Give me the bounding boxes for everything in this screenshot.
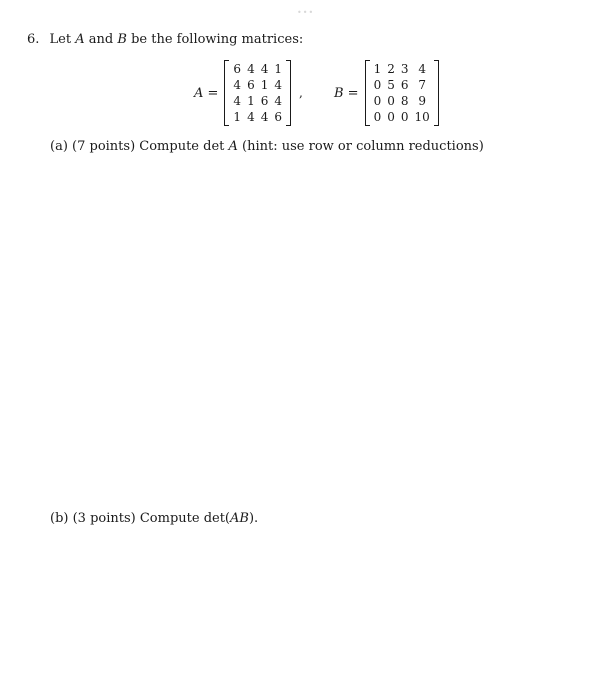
matrix-b — [365, 60, 439, 126]
matrix-b-table — [371, 61, 433, 125]
top-dots-icon: ••• — [297, 8, 315, 17]
matrix-cell: 4 — [260, 62, 269, 76]
matrix-cell: 0 — [373, 94, 382, 108]
matrix-cell: 0 — [373, 78, 382, 92]
matrix-cell: 6 — [274, 110, 282, 124]
matrix-cell: 6 — [260, 94, 269, 108]
matrix-row — [230, 93, 285, 109]
problem-statement — [27, 32, 303, 47]
var-a: A — [75, 32, 85, 47]
matrix-cell: 4 — [233, 78, 242, 92]
matrix-cell: 0 — [387, 110, 395, 124]
matrix-cell: 10 — [414, 110, 430, 124]
stem-and: and — [88, 32, 114, 47]
matrix-cell: 1 — [274, 62, 282, 76]
matrix-cell: 4 — [274, 78, 282, 92]
matrix-row — [371, 93, 433, 109]
matrix-b-label: B = — [334, 85, 359, 101]
matrix-cell: 1 — [260, 78, 269, 92]
matrix-cell: 0 — [400, 110, 409, 124]
matrix-cell: 9 — [418, 94, 426, 108]
var-b: B — [117, 32, 127, 47]
part-b — [50, 511, 258, 526]
problem-number: 6. — [27, 32, 40, 47]
matrix-a-group — [194, 60, 303, 126]
matrix-row — [371, 61, 433, 77]
matrix-a-comma: , — [298, 86, 303, 100]
matrix-cell: 5 — [387, 78, 395, 92]
matrix-cell: 4 — [233, 94, 242, 108]
matrix-cell: 0 — [387, 94, 395, 108]
part-a — [50, 139, 484, 154]
matrix-cell: 6 — [233, 62, 242, 76]
matrix-cell: 3 — [400, 62, 409, 76]
matrix-row — [230, 61, 285, 77]
matrix-a-table — [230, 61, 285, 125]
part-b-suffix: ). — [248, 511, 259, 526]
matrix-cell: 6 — [400, 78, 409, 92]
matrix-cell: 4 — [260, 110, 269, 124]
matrix-cell: 1 — [247, 94, 255, 108]
part-a-suffix: (hint: use row or column reductions) — [242, 139, 484, 154]
stem-rest: be the following matrices: — [131, 32, 304, 47]
matrix-cell: 8 — [400, 94, 409, 108]
stem-let: Let — [49, 32, 72, 47]
matrix-cell: 6 — [247, 78, 255, 92]
part-b-var: AB — [230, 511, 249, 526]
matrix-a — [224, 60, 291, 126]
part-a-var: A — [228, 139, 238, 154]
matrix-cell: 0 — [373, 110, 382, 124]
matrix-b-group — [334, 60, 439, 126]
matrix-cell: 1 — [233, 110, 242, 124]
matrix-cell: 4 — [247, 62, 255, 76]
matrix-cell: 1 — [373, 62, 382, 76]
part-a-prefix: (a) (7 points) Compute det — [50, 139, 225, 154]
part-b-prefix: (b) (3 points) Compute det( — [50, 511, 231, 526]
matrix-cell: 4 — [247, 110, 255, 124]
matrix-row — [371, 109, 433, 125]
matrix-a-label: A = — [194, 85, 219, 101]
matrix-row — [230, 77, 285, 93]
matrix-cell: 7 — [418, 78, 426, 92]
matrix-cell: 4 — [418, 62, 426, 76]
matrix-row — [371, 77, 433, 93]
matrix-cell: 2 — [387, 62, 395, 76]
matrix-cell: 4 — [274, 94, 282, 108]
matrix-row — [230, 109, 285, 125]
